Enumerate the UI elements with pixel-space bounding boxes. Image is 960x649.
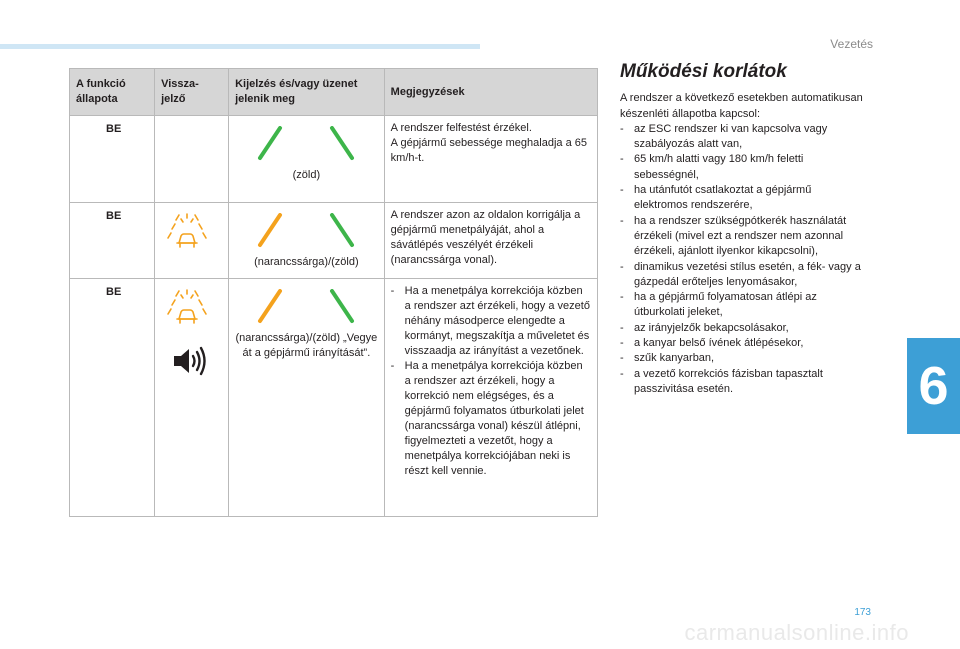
- dash-bullet: -: [620, 352, 624, 365]
- note-text: Ha a menetpálya korrekciója közben a rendszer azt érzékeli, hogy a korrekció nem elégséges, és a gépjármű folyamatos útburkolati jelet (narancssárga vonal) készül átlépni, figyelmezteti a vezetőt, hogy a menetpálya korrekciójában neki is részt kell vennie.: [404, 360, 584, 477]
- note-text: Ha a menetpálya korrekciója közben a rendszer azt érzékeli, hogy a vezető néhány másodperce elengedte a kormányt, megszakítja a műveletet és visszaadja az irányítást a vezetőnek.: [404, 285, 590, 357]
- display-caption: (narancssárga)/(zöld) „Vegye át a gépjármű irányítását”.: [235, 332, 378, 359]
- list-item-text: a vezető korrekciós fázisban tapasztalt passzivitása esetén.: [634, 367, 823, 395]
- note-text: A rendszer felfestést érzékel.: [390, 122, 532, 134]
- list-item: [620, 290, 865, 321]
- indicator-cell: [155, 203, 229, 279]
- display-caption: (narancssárga)/(zöld): [254, 256, 359, 268]
- column-header: Vissza-jelző: [155, 69, 229, 116]
- list-item-text: dinamikus vezetési stílus esetén, a fék- vagy a gázpedál erőteljes lenyomásakor,: [634, 260, 861, 288]
- dash-bullet: -: [390, 285, 395, 297]
- indicator-cell: [155, 279, 229, 517]
- list-item: [620, 351, 865, 366]
- list-item: [620, 336, 865, 351]
- list-item: [620, 152, 865, 183]
- display-caption: (zöld): [292, 169, 321, 181]
- list-item-text: ha utánfutót csatlakoztat a gépjármű elektromos rendszerére,: [634, 184, 812, 212]
- list-item: [620, 214, 865, 260]
- dash-bullet: -: [620, 367, 624, 380]
- audible-alert-speaker-icon: [171, 345, 211, 377]
- dash-bullet: -: [620, 122, 624, 135]
- state-cell: BE: [70, 279, 155, 517]
- list-item-text: 65 km/h alatti vagy 180 km/h feletti sebességnél,: [634, 153, 804, 181]
- limits-list: [620, 122, 865, 397]
- list-item-text: a kanyar belső ívének átlépésekor,: [634, 337, 804, 350]
- column-header: Kijelzés és/vagy üzenet jelenik meg: [229, 69, 385, 116]
- table-row: [70, 203, 598, 279]
- lane-lines-orange-green-icon: [256, 213, 356, 249]
- display-cell: [229, 279, 385, 517]
- list-item: [620, 122, 865, 153]
- state-cell: BE: [70, 203, 155, 279]
- table-header-row: [70, 69, 598, 116]
- watermark: carmanualsonline.info: [684, 620, 909, 645]
- display-cell: [229, 116, 385, 203]
- dash-bullet: -: [620, 291, 624, 304]
- dash-bullet: -: [620, 321, 624, 334]
- lane-keeping-warning-orange-icon: [165, 287, 209, 331]
- indicator-cell: [155, 116, 229, 203]
- column-header: Megjegyzések: [384, 69, 597, 116]
- list-item: [620, 183, 865, 214]
- list-item-text: szűk kanyarban,: [634, 352, 715, 365]
- operating-limits-section: [620, 61, 865, 397]
- notes-cell: [384, 279, 597, 517]
- list-item-text: az irányjelzők bekapcsolásakor,: [634, 321, 789, 334]
- page-number: 173: [854, 607, 871, 618]
- notes-cell: [384, 116, 597, 203]
- note-item: [391, 359, 591, 479]
- list-item-text: ha a rendszer szükségpótkerék használatát érzékeli (mivel ezt a rendszer nem azonnal érzékeli, ajánlott ilyenkor kikapcsolni),: [634, 214, 847, 258]
- dash-bullet: -: [620, 153, 624, 166]
- dash-bullet: -: [390, 360, 395, 372]
- dash-bullet: -: [620, 184, 624, 197]
- lane-lines-orange-green-icon: [256, 289, 356, 325]
- lane-lines-green-icon: [256, 126, 356, 162]
- display-cell: [229, 203, 385, 279]
- section-title: Vezetés: [830, 37, 873, 51]
- top-accent-bar: [0, 44, 480, 49]
- note-item: [391, 284, 591, 359]
- dash-bullet: -: [620, 214, 624, 227]
- list-item: [620, 321, 865, 336]
- section-heading: Működési korlátok: [620, 61, 787, 82]
- lane-assist-status-table: [69, 68, 598, 517]
- list-item-text: ha a gépjármű folyamatosan átlépi az útburkolati jeleket,: [634, 291, 817, 319]
- lane-keeping-warning-orange-icon: [165, 211, 209, 255]
- chapter-tab: 6: [907, 338, 960, 434]
- intro-text: A rendszer a következő esetekben automatikusan készenléti állapotba kapcsol:: [620, 92, 863, 120]
- list-item: [620, 367, 865, 398]
- note-text: A gépjármű sebessége meghaladja a 65 km/h-t.: [390, 137, 587, 164]
- table-row: [70, 116, 598, 203]
- dash-bullet: -: [620, 260, 624, 273]
- column-header: A funkció állapota: [70, 69, 155, 116]
- list-item-text: az ESC rendszer ki van kapcsolva vagy szabályozás alatt van,: [634, 122, 828, 151]
- note-text: A rendszer azon az oldalon korrigálja a gépjármű menetpályáját, ahol a sávátlépés veszélyét érzékeli (narancssárga vonal).: [390, 209, 581, 266]
- list-item: [620, 260, 865, 291]
- notes-cell: [384, 203, 597, 279]
- table-row: [70, 279, 598, 517]
- state-cell: BE: [70, 116, 155, 203]
- dash-bullet: -: [620, 337, 624, 350]
